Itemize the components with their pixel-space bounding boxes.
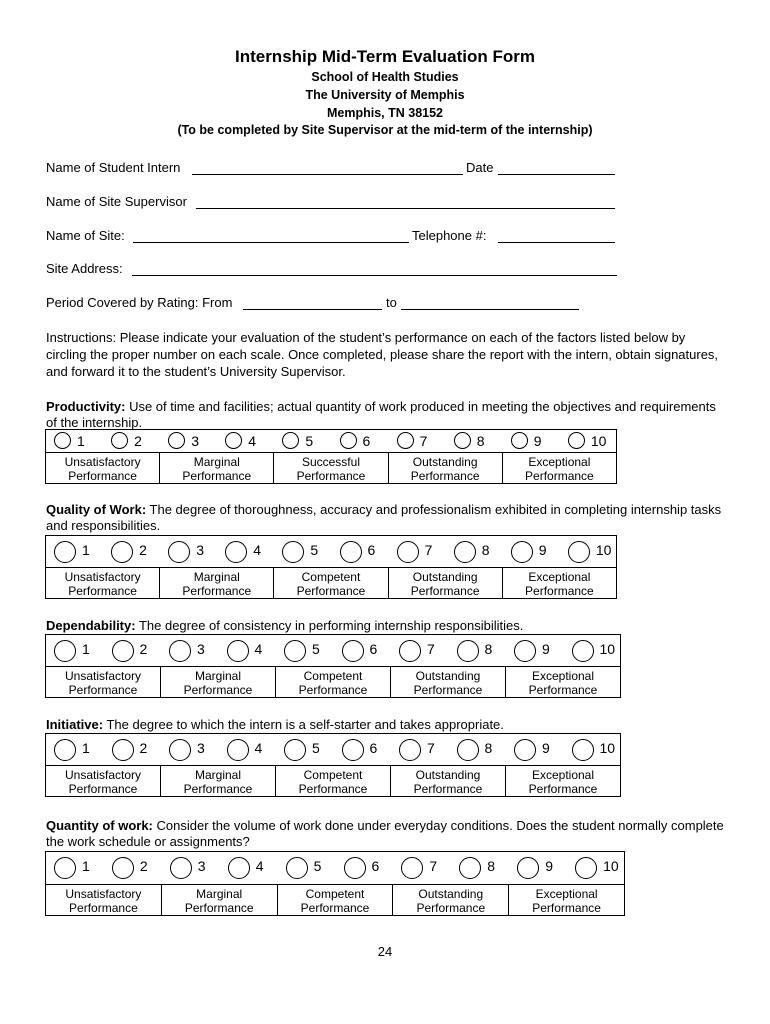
rating-label: Outstanding Performance	[391, 766, 506, 797]
rating-circle[interactable]	[454, 541, 476, 563]
rating-number: 2	[139, 641, 148, 657]
rating-circle[interactable]	[225, 541, 247, 563]
rating-label: Successful Performance	[274, 453, 388, 484]
rating-number: 4	[253, 542, 262, 558]
rating-number: 7	[424, 542, 433, 558]
rating-number: 4	[254, 740, 263, 756]
rating-number: 1	[82, 858, 90, 874]
quantity-number-row	[46, 852, 625, 885]
rating-label: Exceptional Performance	[502, 568, 616, 599]
rating-number: 6	[362, 433, 371, 449]
quantity-heading: Quantity of work:	[46, 818, 153, 833]
initiative-heading: Initiative:	[46, 717, 104, 732]
rating-circle[interactable]	[282, 432, 299, 449]
rating-number: 7	[429, 858, 438, 874]
rating-circle[interactable]	[399, 739, 421, 761]
rating-number: 3	[197, 858, 206, 874]
rating-circle[interactable]	[457, 640, 479, 662]
rating-circle[interactable]	[284, 739, 306, 761]
rating-number: 8	[481, 542, 490, 558]
rating-number: 4	[254, 641, 263, 657]
rating-circle[interactable]	[54, 857, 76, 879]
rating-circle[interactable]	[397, 541, 419, 563]
site-address-field[interactable]	[132, 275, 617, 276]
rating-number: 7	[419, 433, 428, 449]
rating-label: Competent Performance	[276, 766, 391, 797]
rating-number: 1	[82, 641, 90, 657]
rating-circle[interactable]	[344, 857, 366, 879]
rating-circle[interactable]	[54, 640, 76, 662]
supervisor-name-field[interactable]	[196, 208, 615, 209]
rating-number: 5	[305, 433, 314, 449]
rating-number: 2	[134, 433, 142, 449]
rating-number: 3	[197, 641, 205, 657]
rating-number: 10	[590, 433, 607, 449]
rating-circle[interactable]	[227, 739, 249, 761]
rating-circle[interactable]	[340, 432, 357, 449]
completion-note: (To be completed by Site Supervisor at the mid-term of the internship)	[177, 123, 593, 137]
rating-circle[interactable]	[401, 857, 423, 879]
rating-circle[interactable]	[340, 541, 362, 563]
quantity-description	[46, 818, 726, 850]
rating-label: Outstanding Performance	[393, 885, 509, 916]
rating-label: Marginal Performance	[161, 885, 277, 916]
period-to-field[interactable]	[401, 309, 579, 310]
quality-description	[46, 502, 726, 534]
productivity-text: Use of time and facilities; actual quantity of work produced in meeting the objectives and requirements of the internship.	[46, 399, 716, 430]
rating-circle[interactable]	[169, 739, 191, 761]
rating-number: 8	[484, 641, 493, 657]
rating-number: 8	[476, 433, 485, 449]
rating-label: Marginal Performance	[161, 667, 276, 698]
rating-label: Exceptional Performance	[509, 885, 625, 916]
rating-circle[interactable]	[284, 640, 306, 662]
rating-circle[interactable]	[454, 432, 471, 449]
rating-number: 3	[197, 740, 205, 756]
telephone-label: Telephone #:	[412, 228, 487, 243]
rating-number: 10	[603, 858, 619, 874]
rating-label: Outstanding Performance	[388, 568, 502, 599]
rating-number: 9	[545, 858, 553, 874]
rating-circle[interactable]	[168, 432, 185, 449]
rating-circle[interactable]	[514, 640, 536, 662]
rating-circle[interactable]	[54, 541, 76, 563]
rating-circle[interactable]	[54, 739, 76, 761]
rating-circle[interactable]	[572, 739, 594, 761]
instructions-text: Instructions: Please indicate your evaluation of the student’s performance on each of the factors listed below by circling the proper number on each scale. Once completed, please share the report with the intern, obtain signatures, and forward it to the student’s University Supervisor.	[46, 330, 719, 379]
rating-number: 5	[312, 641, 320, 657]
productivity-description	[46, 399, 726, 431]
rating-number: 3	[196, 542, 204, 558]
dependability-description	[46, 618, 726, 634]
rating-circle[interactable]	[517, 857, 539, 879]
rating-label: Competent Performance	[277, 885, 393, 916]
rating-number: 8	[487, 858, 496, 874]
rating-label: Exceptional Performance	[502, 453, 616, 484]
date-field[interactable]	[498, 174, 615, 175]
supervisor-name-label: Name of Site Supervisor	[46, 194, 187, 209]
rating-circle[interactable]	[227, 640, 249, 662]
rating-number: 5	[313, 858, 322, 874]
rating-circle[interactable]	[282, 541, 304, 563]
quantity-scale	[45, 851, 625, 916]
rating-circle[interactable]	[568, 541, 590, 563]
city-address: Memphis, TN 38152	[326, 106, 443, 120]
rating-number: 9	[533, 433, 542, 449]
rating-label: Marginal Performance	[161, 766, 276, 797]
rating-circle[interactable]	[286, 857, 308, 879]
rating-number: 9	[542, 641, 550, 657]
student-name-label: Name of Student Intern	[46, 160, 181, 175]
rating-circle[interactable]	[568, 432, 585, 449]
rating-circle[interactable]	[572, 640, 594, 662]
rating-circle[interactable]	[111, 432, 128, 449]
page-number: 24	[377, 944, 393, 959]
rating-number: 6	[369, 740, 378, 756]
rating-label: Competent Performance	[276, 667, 391, 698]
date-label: Date	[466, 160, 494, 175]
rating-label: Exceptional Performance	[506, 667, 621, 698]
school-name: School of Health Studies	[311, 70, 459, 84]
rating-number: 7	[427, 641, 435, 657]
rating-number: 6	[369, 641, 378, 657]
rating-circle[interactable]	[514, 739, 536, 761]
rating-label: Outstanding Performance	[391, 667, 506, 698]
rating-circle[interactable]	[112, 640, 134, 662]
period-to-label: to	[386, 295, 397, 310]
rating-number: 2	[139, 740, 148, 756]
quality-number-row	[46, 536, 617, 568]
rating-circle[interactable]	[170, 857, 192, 879]
dependability-heading: Dependability:	[46, 618, 136, 633]
rating-circle[interactable]	[112, 857, 134, 879]
student-name-field[interactable]	[192, 174, 463, 175]
rating-number: 8	[484, 740, 493, 756]
rating-circle[interactable]	[111, 541, 133, 563]
rating-label: Unsatisfactory Performance	[46, 453, 160, 484]
rating-number: 6	[367, 542, 376, 558]
rating-number: 10	[599, 641, 616, 657]
rating-circle[interactable]	[511, 541, 533, 563]
period-from-field[interactable]	[243, 309, 382, 310]
university-name: The University of Memphis	[305, 88, 465, 102]
rating-circle[interactable]	[575, 857, 597, 879]
productivity-scale	[45, 429, 617, 484]
rating-number: 4	[255, 858, 264, 874]
quantity-text: Consider the volume of work done under everyday conditions. Does the student normally complete the work schedule or assignments?	[46, 818, 724, 849]
dependability-scale	[45, 634, 621, 698]
rating-number: 10	[599, 740, 616, 756]
form-title: Internship Mid-Term Evaluation Form	[234, 47, 536, 66]
rating-label: Unsatisfactory Performance	[46, 568, 160, 599]
rating-number: 1	[82, 542, 90, 558]
rating-circle[interactable]	[169, 640, 191, 662]
rating-number: 2	[139, 542, 147, 558]
initiative-scale	[45, 733, 621, 797]
rating-number: 5	[310, 542, 319, 558]
rating-label: Competent Performance	[274, 568, 388, 599]
site-address-label: Site Address:	[46, 261, 123, 276]
rating-number: 4	[248, 433, 257, 449]
period-from-label: Period Covered by Rating: From	[46, 295, 233, 310]
rating-circle[interactable]	[54, 432, 71, 449]
rating-number: 2	[139, 858, 148, 874]
initiative-text: The degree to which the intern is a self-starter and takes appropriate.	[103, 717, 504, 732]
rating-number: 9	[538, 542, 547, 558]
rating-circle[interactable]	[459, 857, 481, 879]
telephone-field[interactable]	[498, 242, 615, 243]
productivity-number-row	[46, 430, 617, 453]
quality-scale	[45, 535, 617, 599]
rating-circle[interactable]	[168, 541, 190, 563]
rating-label: Unsatisfactory Performance	[46, 766, 161, 797]
rating-number: 9	[542, 740, 550, 756]
rating-number: 7	[427, 740, 435, 756]
rating-number: 3	[191, 433, 199, 449]
rating-label: Outstanding Performance	[388, 453, 502, 484]
dependability-number-row	[46, 635, 621, 667]
quality-heading: Quality of Work:	[46, 502, 147, 517]
initiative-number-row	[46, 734, 621, 766]
dependability-text: The degree of consistency in performing internship responsibilities.	[135, 618, 524, 633]
rating-circle[interactable]	[112, 739, 134, 761]
quality-text: The degree of thoroughness, accuracy and professionalism exhibited in completing internship tasks and responsibilities.	[46, 502, 722, 533]
rating-circle[interactable]	[228, 857, 250, 879]
rating-number: 10	[595, 542, 612, 558]
rating-circle[interactable]	[342, 739, 364, 761]
rating-circle[interactable]	[399, 640, 421, 662]
rating-label: Unsatisfactory Performance	[46, 885, 162, 916]
initiative-description	[46, 717, 726, 733]
rating-circle[interactable]	[342, 640, 364, 662]
rating-number: 1	[82, 740, 90, 756]
rating-label: Marginal Performance	[160, 453, 274, 484]
rating-number: 5	[312, 740, 320, 756]
rating-label: Marginal Performance	[160, 568, 274, 599]
rating-circle[interactable]	[511, 432, 528, 449]
rating-number: 1	[77, 433, 85, 449]
rating-number: 6	[371, 858, 380, 874]
productivity-heading: Productivity:	[46, 399, 126, 414]
rating-label: Unsatisfactory Performance	[46, 667, 161, 698]
site-name-field[interactable]	[133, 242, 409, 243]
rating-label: Exceptional Performance	[506, 766, 621, 797]
site-name-label: Name of Site:	[46, 228, 125, 243]
rating-circle[interactable]	[457, 739, 479, 761]
rating-circle[interactable]	[397, 432, 414, 449]
rating-circle[interactable]	[225, 432, 242, 449]
